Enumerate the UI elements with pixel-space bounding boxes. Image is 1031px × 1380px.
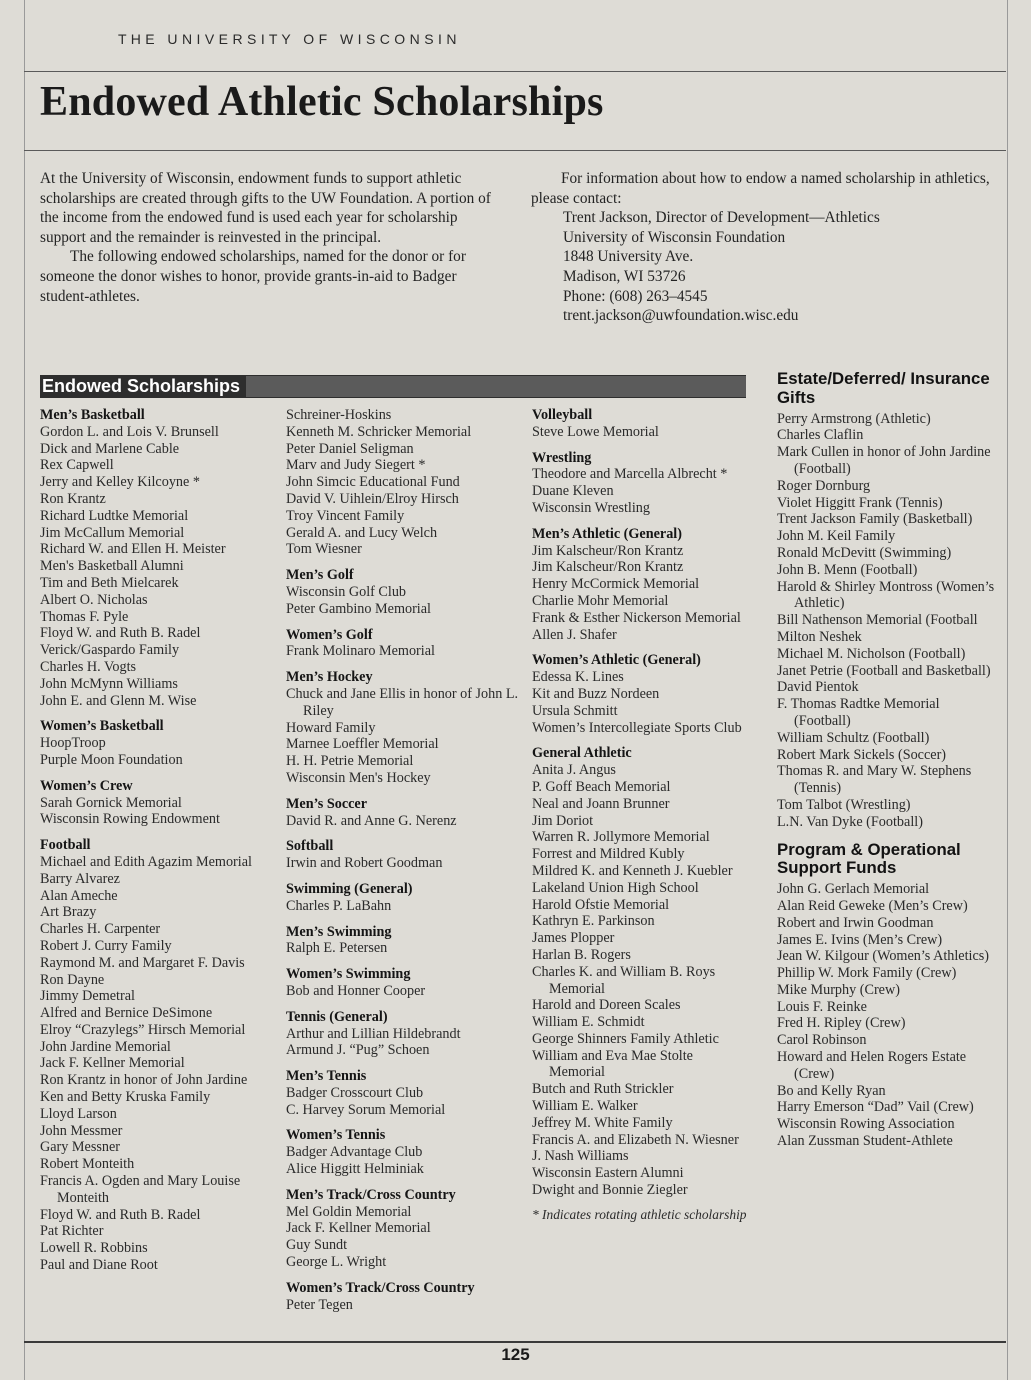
scholarship-entry: Janet Petrie (Football and Basketball) [777, 662, 991, 679]
scholarship-entry: Frank Molinaro Memorial [286, 643, 435, 660]
scholarship-entry: William E. Walker [532, 1098, 638, 1115]
category-heading: Football [40, 837, 91, 854]
title-rule [24, 150, 1006, 151]
scholarship-entry: George L. Wright [286, 1254, 387, 1271]
scholarship-entry: Charles H. Vogts [40, 658, 137, 675]
scholarship-entry: Violet Higgitt Frank (Tennis) [777, 494, 943, 511]
category-heading: Men’s Track/Cross Country [286, 1186, 456, 1203]
category-heading: Program & Operational Support Funds [777, 839, 961, 878]
scholarship-entry: John E. and Glenn M. Wise [40, 692, 197, 709]
scholarship-entry: C. Harvey Sorum Memorial [286, 1101, 446, 1118]
scholarship-entry: Kit and Buzz Nordeen [532, 685, 660, 702]
scholarship-entry: William and Eva Mae Stolte Memorial [532, 1047, 693, 1081]
page-title: Endowed Athletic Scholarships [40, 79, 604, 125]
scholarship-entry: Art Brazy [40, 904, 97, 921]
scholarship-entry: Allen J. Shafer [532, 626, 617, 643]
category-women-s-swimming [286, 966, 526, 1000]
scholarship-entry: P. Goff Beach Memorial [532, 778, 671, 795]
category-heading: Tennis (General) [286, 1008, 388, 1025]
scholarship-entry: Ron Dayne [40, 971, 105, 988]
scholarship-entry: Badger Crosscourt Club [286, 1084, 424, 1101]
scholarship-entry: Ron Krantz in honor of John Jardine [40, 1072, 248, 1089]
scholarship-entry: Harry Emerson “Dad” Vail (Crew) [777, 1099, 974, 1116]
scholarship-entry: Lowell R. Robbins [40, 1240, 148, 1257]
contact-organization: University of Wisconsin Foundation [563, 228, 786, 246]
scholarship-entry: Jeffrey M. White Family [532, 1114, 673, 1131]
category-heading: Men’s Hockey [286, 669, 373, 686]
category-heading: Estate/Deferred/ Insurance Gifts [777, 369, 990, 407]
scholarship-entry: Wisconsin Wrestling [532, 499, 650, 516]
scholarship-entry: Duane Kleven [532, 483, 614, 500]
category-heading: Men’s Soccer [286, 795, 368, 812]
category-women-s-crew [40, 778, 285, 828]
scholarship-entry: Gordon L. and Lois V. Brunsell [40, 423, 219, 440]
scholarship-entry: Robert Monteith [40, 1156, 135, 1173]
scholarship-entry: William E. Schmidt [532, 1014, 645, 1031]
scholarship-entry: Purple Moon Foundation [40, 751, 183, 768]
section-band [40, 375, 746, 398]
scholarship-entry: Louis F. Reinke [777, 998, 867, 1015]
scholarship-entry: Arthur and Lillian Hildebrandt [286, 1025, 461, 1042]
scholarship-entry: Jim Kalscheur/Ron Krantz [532, 559, 684, 576]
scholarship-entry: David V. Uihlein/Elroy Hirsch [286, 490, 459, 507]
scholarship-entry: Michael M. Nicholson (Football) [777, 645, 966, 662]
scholarship-entry: John Jardine Memorial [40, 1038, 171, 1055]
category-tennis-general [286, 1009, 526, 1059]
scholarship-entry: Lakeland Union High School [532, 879, 699, 896]
scholarship-column-2 [286, 407, 526, 1313]
scholarship-entry: Charles P. LaBahn [286, 897, 392, 914]
scholarship-entry: Kenneth M. Schricker Memorial [286, 423, 472, 440]
scholarship-entry: HoopTroop [40, 735, 106, 752]
scholarship-entry: Tom Wiesner [286, 541, 362, 558]
scholarship-entry: Tim and Beth Mielcarek [40, 574, 179, 591]
scholarship-entry: J. Nash Williams [532, 1148, 629, 1165]
category-wrestling [532, 450, 747, 517]
scholarship-entry: Howard and Helen Rogers Estate (Crew) [777, 1049, 967, 1082]
scholarship-entry: Milton Neshek [777, 628, 862, 645]
scholarship-entry: David R. and Anne G. Nerenz [286, 812, 457, 829]
category-men-s-hockey [286, 669, 526, 787]
category-women-s-track-cross-country [286, 1280, 526, 1314]
intro-paragraph: The following endowed scholarships, named for the donor or for someone the donor wishes to honor, provide grants-in-aid to Badger student-athletes. [40, 248, 466, 305]
scholarship-entry: Gary Messner [40, 1139, 120, 1156]
scholarship-entry: Jean W. Kilgour (Women’s Athletics) [777, 948, 990, 965]
contact-name: Trent Jackson, Director of Development—Athletics [563, 209, 880, 227]
scholarship-column-3 [532, 407, 747, 1224]
scholarship-entry: Guy Sundt [286, 1237, 348, 1254]
scholarship-entry: Raymond M. and Margaret F. Davis [40, 954, 245, 971]
scholarship-entry: John B. Menn (Football) [777, 561, 918, 578]
scholarship-entry: Charlie Mohr Memorial [532, 592, 669, 609]
scholarship-entry: Butch and Ruth Strickler [532, 1081, 674, 1098]
scholarship-entry: Bill Nathenson Memorial (Football [777, 612, 978, 629]
scholarship-entry: William Schultz (Football) [777, 729, 930, 746]
scholarship-entry: Harlan B. Rogers [532, 946, 631, 963]
scholarship-entry: Rex Capwell [40, 457, 114, 474]
category-heading: Softball [286, 838, 334, 855]
category-men-s-golf [286, 567, 526, 617]
scholarship-entry: Jim Kalscheur/Ron Krantz [532, 542, 684, 559]
category-heading: Women’s Athletic (General) [532, 652, 701, 669]
category-heading: Swimming (General) [286, 880, 413, 897]
scholarship-entry: Lloyd Larson [40, 1105, 117, 1122]
scholarship-entry: David Pientok [777, 679, 859, 696]
scholarship-entry: Alan Zussman Student-Athlete [777, 1133, 953, 1150]
category-heading: Men’s Basketball [40, 407, 145, 423]
scholarship-entry: Mark Cullen in honor of John Jardine (Football) [777, 444, 991, 477]
scholarship-entry: Theodore and Marcella Albrecht * [532, 466, 728, 483]
scholarship-entry: Jack F. Kellner Memorial [286, 1220, 431, 1237]
scholarship-entry: Wisconsin Rowing Association [777, 1116, 955, 1133]
scholarship-entry: Gerald A. and Lucy Welch [286, 524, 438, 541]
scholarship-entry: Ron Krantz [40, 490, 106, 507]
scholarship-entry: Wisconsin Golf Club [286, 583, 407, 600]
scholarship-entry: Thomas F. Pyle [40, 608, 129, 625]
scholarship-column-1 [40, 407, 285, 1274]
scholarship-entry: John M. Keil Family [777, 528, 896, 545]
category-heading: Women’s Basketball [40, 718, 164, 735]
scholarship-entry: Marv and Judy Siegert * [286, 457, 426, 474]
contact-lead: For information about how to endow a named scholarship in athletics, please contact: [531, 170, 990, 207]
scholarship-entry: Kathryn E. Parkinson [532, 913, 655, 930]
scholarship-entry: Ken and Betty Kruska Family [40, 1089, 211, 1106]
scholarship-entry: Women’s Intercollegiate Sports Club [532, 719, 742, 736]
category-estate-deferred-insurance-gifts [777, 370, 999, 831]
scholarship-entry: Carol Robinson [777, 1032, 867, 1049]
scholarship-entry: Jimmy Demetral [40, 988, 135, 1005]
scholarship-entry: John McMynn Williams [40, 675, 178, 692]
scholarship-entry: Albert O. Nicholas [40, 591, 148, 608]
scholarship-entry: Robert and Irwin Goodman [777, 914, 934, 931]
scholarship-entry: Mildred K. and Kenneth J. Kuebler [532, 862, 733, 879]
contact-street: 1848 University Ave. [563, 248, 694, 266]
scholarship-entry: F. Thomas Radtke Memorial (Football) [777, 696, 940, 729]
category-heading: Women’s Crew [40, 777, 133, 794]
category-men-s-athletic-general [532, 526, 747, 644]
scholarship-entry: Floyd W. and Ruth B. Radel [40, 625, 201, 642]
scholarship-entry: Wisconsin Eastern Alumni [532, 1165, 684, 1182]
contact-city: Madison, WI 53726 [563, 267, 686, 285]
scholarship-entry: Steve Lowe Memorial [532, 423, 659, 440]
category-program-operational-support-funds [777, 841, 999, 1150]
scholarship-entry: Perry Armstrong (Athletic) [777, 410, 931, 427]
scholarship-entry: Forrest and Mildred Kubly [532, 846, 685, 863]
scholarship-entry: Harold & Shirley Montross (Women’s Athletic) [777, 578, 995, 612]
category-women-s-athletic-general [532, 652, 747, 736]
category-football [40, 837, 285, 1274]
scholarship-entry: Anita J. Angus [532, 762, 616, 779]
scholarship-entry: Alan Ameche [40, 887, 118, 904]
scholarship-entry: Henry McCormick Memorial [532, 576, 700, 593]
category-women-s-golf [286, 627, 526, 661]
scholarship-entry: Elroy “Crazylegs” Hirsch Memorial [40, 1021, 246, 1038]
scholarship-entry: Robert J. Curry Family [40, 937, 172, 954]
scholarship-entry: Marnee Loeffler Memorial [286, 736, 439, 753]
category-heading: Women’s Tennis [286, 1127, 386, 1144]
scholarship-entry: Warren R. Jollymore Memorial [532, 829, 710, 846]
scholarship-entry: James E. Ivins (Men’s Crew) [777, 931, 943, 948]
scholarship-entry: Richard W. and Ellen H. Meister [40, 541, 226, 558]
scholarship-column-3-list [532, 407, 747, 1199]
scholarship-entry: Alan Reid Geweke (Men’s Crew) [777, 897, 968, 914]
scholarship-entry: Jim McCallum Memorial [40, 524, 185, 541]
scholarship-entry: John G. Gerlach Memorial [777, 881, 930, 898]
intro-left [40, 169, 505, 306]
scholarship-entry: Fred H. Ripley (Crew) [777, 1015, 906, 1032]
scholarship-entry: Ralph E. Petersen [286, 940, 388, 957]
scholarship-entry: George Shinners Family Athletic [532, 1030, 719, 1047]
scholarship-entry: Francis A. Ogden and Mary Louise Monteith [40, 1173, 241, 1206]
scholarship-entry: Verick/Gaspardo Family [40, 642, 180, 659]
scholarship-entry: Badger Advantage Club [286, 1144, 423, 1161]
gifts-sidebar [777, 370, 999, 1160]
scholarship-entry: Roger Dornburg [777, 477, 871, 494]
contact-email[interactable]: trent.jackson@uwfoundation.wisc.edu [563, 307, 799, 325]
scholarship-entry: Troy Vincent Family [286, 507, 405, 524]
category-softball [286, 838, 526, 872]
scholarship-entry: Frank & Esther Nickerson Memorial [532, 609, 741, 626]
footnote: * Indicates rotating athletic scholarship [532, 1206, 747, 1222]
scholarship-entry: Thomas R. and Mary W. Stephens (Tennis) [777, 763, 972, 797]
scholarship-entry: Jim Doriot [532, 812, 594, 829]
scholarship-entry: Phillip W. Mork Family (Crew) [777, 965, 957, 982]
scholarship-entry: Charles H. Carpenter [40, 921, 161, 938]
scholarship-entry: Michael and Edith Agazim Memorial [40, 853, 252, 870]
scholarship-entry: Francis A. and Elizabeth N. Wiesner [532, 1131, 739, 1148]
scholarship-entry: Sarah Gornick Memorial [40, 794, 182, 811]
page-number: 125 [501, 1345, 530, 1364]
scholarship-entry: Tom Talbot (Wrestling) [777, 796, 911, 813]
scholarship-entry: Floyd W. and Ruth B. Radel [40, 1206, 201, 1223]
scholarship-entry: Wisconsin Men's Hockey [286, 769, 431, 786]
scholarship-entry: James Plopper [532, 930, 615, 947]
scholarship-entry: Charles Claflin [777, 427, 864, 444]
scholarship-entry: Paul and Diane Root [40, 1257, 158, 1274]
scholarship-entry: Robert Mark Sickels (Soccer) [777, 746, 947, 763]
scholarship-entry: Edessa K. Lines [532, 669, 624, 686]
scholarship-entry: Bo and Kelly Ryan [777, 1082, 886, 1099]
scholarship-entry: Richard Ludtke Memorial [40, 507, 189, 524]
intro-right [531, 169, 991, 326]
scholarship-entry: Mike Murphy (Crew) [777, 981, 900, 998]
category-heading: Women’s Track/Cross Country [286, 1279, 475, 1296]
scholarship-entry: Trent Jackson Family (Basketball) [777, 511, 973, 528]
category-general-athletic [532, 745, 747, 1199]
scholarship-entry: Peter Daniel Seligman [286, 440, 414, 457]
category-men-s-tennis [286, 1068, 526, 1118]
category-women-s-basketball [40, 718, 285, 768]
category-heading: Volleyball [532, 407, 593, 423]
scholarship-entry: Dwight and Bonnie Ziegler [532, 1182, 688, 1199]
category-heading: Wrestling [532, 449, 592, 466]
scholarship-entry: Irwin and Robert Goodman [286, 855, 443, 872]
category-volleyball [532, 407, 747, 441]
scholarship-entry: Ursula Schmitt [532, 702, 618, 719]
scholarship-entry: Harold and Doreen Scales [532, 997, 681, 1014]
scholarship-entry: Armund J. “Pug” Schoen [286, 1042, 430, 1059]
intro-paragraph: At the University of Wisconsin, endowment funds to support athletic scholarships are created through gifts to the UW Foundation. A portion of the income from the endowed fund is used each year for scholarship support and the remainder is reinvested in the principal. [40, 170, 491, 246]
scholarship-entry: John Simcic Educational Fund [286, 474, 460, 491]
scholarship-entry: Peter Tegen [286, 1296, 353, 1313]
scholarship-entry: Schreiner-Hoskins [286, 407, 392, 423]
category-heading: Women’s Swimming [286, 966, 411, 983]
category-heading: Men’s Golf [286, 567, 354, 584]
scholarship-entry: H. H. Petrie Memorial [286, 753, 414, 770]
contact-block [531, 208, 991, 326]
scholarship-entry: Peter Gambino Memorial [286, 600, 431, 617]
scholarship-entry: Jack F. Kellner Memorial [40, 1055, 185, 1072]
category-heading: Men’s Tennis [286, 1068, 367, 1085]
footer-rule [24, 1341, 1006, 1343]
scholarship-entry: Men's Basketball Alumni [40, 558, 184, 575]
scholarship-entry: John Messmer [40, 1122, 123, 1139]
scholarship-entry: Ronald McDevitt (Swimming) [777, 544, 952, 561]
scholarship-entry: Jerry and Kelley Kilcoyne * [40, 474, 200, 491]
category-continued [286, 407, 526, 558]
scholarship-entry: Wisconsin Rowing Endowment [40, 811, 220, 828]
scholarship-entry: Howard Family [286, 719, 376, 736]
scholarship-entry: Alice Higgitt Helminiak [286, 1161, 424, 1178]
contact-phone: Phone: (608) 263–4545 [563, 287, 708, 305]
section-band-label: Endowed Scholarships [40, 376, 246, 397]
scholarship-entry: Dick and Marlene Cable [40, 440, 180, 457]
category-heading: Women’s Golf [286, 626, 373, 643]
category-men-s-swimming [286, 924, 526, 958]
category-men-s-track-cross-country [286, 1187, 526, 1271]
category-women-s-tennis [286, 1127, 526, 1177]
category-heading: Men’s Swimming [286, 923, 392, 940]
running-head: T H E U N I V E R S I T Y O F W I S C O N S I N [118, 31, 457, 47]
scholarship-entry: Barry Alvarez [40, 870, 120, 887]
scholarship-entry: L.N. Van Dyke (Football) [777, 813, 923, 830]
scholarship-entry: Alfred and Bernice DeSimone [40, 1005, 213, 1022]
scholarship-entry: Pat Richter [40, 1223, 104, 1240]
scholarship-entry: Charles K. and William B. Roys Memorial [532, 963, 716, 997]
scholarship-entry: Bob and Honner Cooper [286, 982, 426, 999]
scholarship-entry: Harold Ofstie Memorial [532, 896, 670, 913]
scholarship-entry: Mel Goldin Memorial [286, 1203, 412, 1220]
scholarship-entry: Neal and Joann Brunner [532, 795, 670, 812]
category-men-s-soccer [286, 796, 526, 830]
category-heading: Men’s Athletic (General) [532, 525, 682, 542]
category-swimming-general [286, 881, 526, 915]
category-heading: General Athletic [532, 745, 632, 762]
scholarship-entry: Chuck and Jane Ellis in honor of John L. Riley [286, 685, 519, 719]
header-rule [24, 71, 1006, 72]
category-men-s-basketball [40, 407, 285, 709]
